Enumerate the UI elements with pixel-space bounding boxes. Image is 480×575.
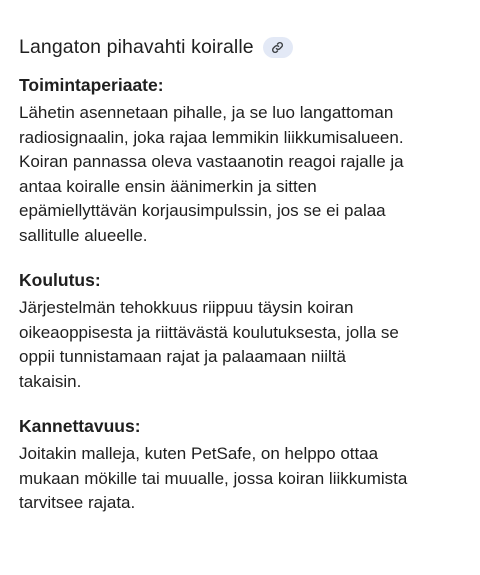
- section-heading: Kannettavuus:: [19, 416, 141, 436]
- paragraph-line: antaa koiralle ensin äänimerkin ja sitten: [19, 176, 317, 196]
- paragraph-line: epämiellyttävän korjausimpulssin, jos se ei palaa: [19, 201, 386, 220]
- paragraph-line: Lähetin asennetaan pihalle, ja se luo langattoman: [19, 103, 394, 122]
- paragraph-line: radiosignaalin, joka rajaa lemmikin liikkumisalueen.: [19, 127, 404, 147]
- page-title: Langaton pihavahti koiralle: [19, 35, 254, 58]
- section-heading: Koulutus:: [19, 270, 101, 290]
- link-icon: [271, 41, 284, 54]
- paragraph-line: Järjestelmän tehokkuus riippuu täysin koiran: [19, 298, 354, 317]
- source-link-chip[interactable]: [263, 37, 293, 58]
- paragraph-line: sallitulle alueelle.: [19, 225, 148, 245]
- paragraph-line: takaisin.: [19, 371, 82, 391]
- paragraph-line: Joitakin malleja, kuten PetSafe, on helppo ottaa: [19, 444, 379, 463]
- section-heading: Toimintaperiaate:: [19, 75, 164, 95]
- section-paragraph: [19, 296, 462, 394]
- section-paragraph: [19, 442, 462, 516]
- paragraph-line: Koiran pannassa oleva vastaanotin reagoi rajalle ja: [19, 152, 404, 171]
- title-row: [19, 34, 462, 60]
- section-paragraph: [19, 101, 462, 248]
- paragraph-line: mukaan mökille tai muualle, jossa koiran liikkumista: [19, 468, 408, 488]
- section-kannettavuus: [19, 414, 462, 516]
- section-toimintaperiaate: [19, 73, 462, 248]
- paragraph-line: tarvitsee rajata.: [19, 493, 136, 512]
- paragraph-line: oikeaoppisesta ja riittävästä koulutuksesta, jolla se: [19, 322, 399, 342]
- section-koulutus: [19, 268, 462, 394]
- paragraph-line: oppii tunnistamaan rajat ja palaamaan niiltä: [19, 347, 346, 366]
